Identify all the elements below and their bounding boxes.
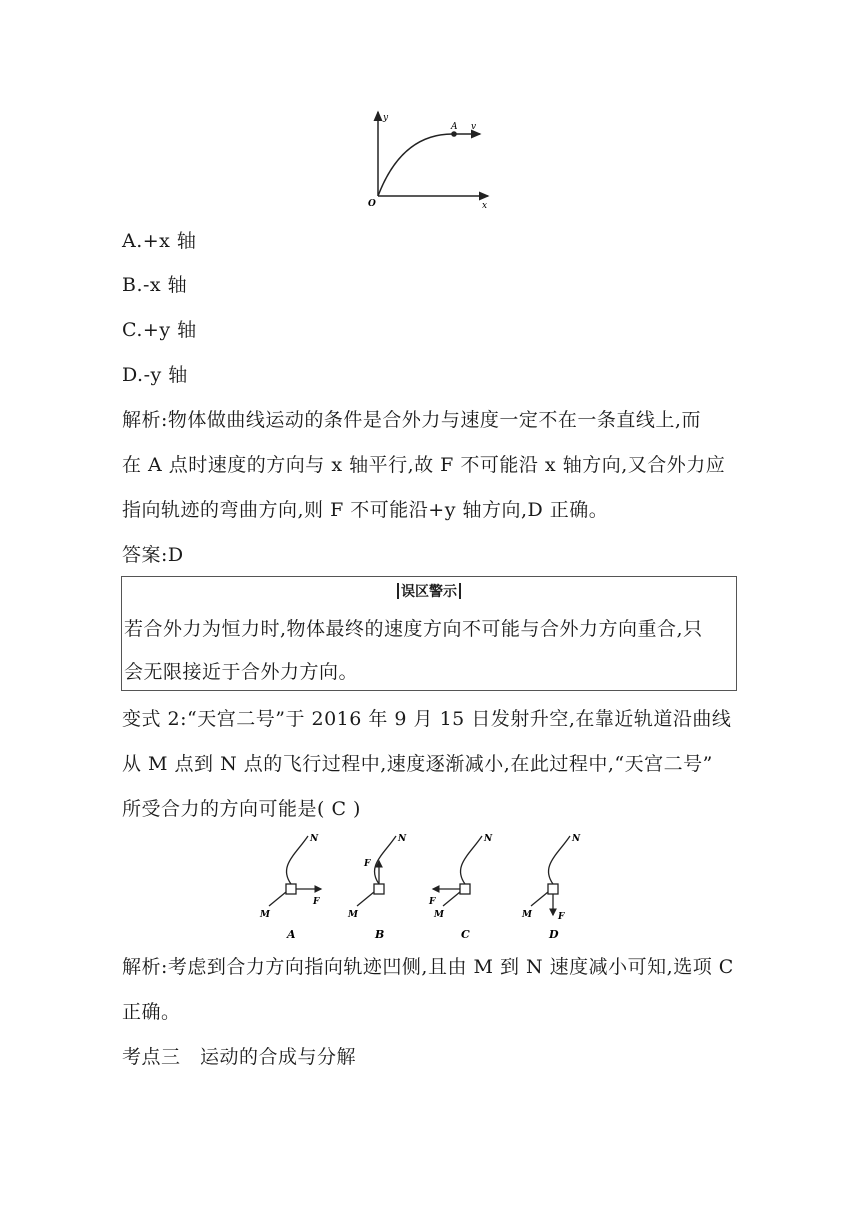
section-heading: 考点三 运动的合成与分解: [122, 1046, 357, 1068]
option-a: A.+x 轴: [122, 230, 197, 252]
start-point-label: M: [260, 910, 270, 920]
variant-2-line-1: 变式 2:“天宫二号”于 2016 年 9 月 15 日发射升空,在靠近轨道沿曲线: [122, 708, 732, 730]
force-diagram-d: [521, 834, 581, 941]
option-b: B.-x 轴: [122, 274, 188, 296]
trajectory-lower: [531, 892, 548, 906]
trajectory-upper: [286, 836, 308, 884]
trajectory-upper: [460, 836, 482, 884]
start-point-label: M: [434, 910, 444, 920]
force-diagrams: [250, 826, 610, 946]
spacecraft-box: [286, 884, 296, 894]
start-point-label: M: [348, 910, 358, 920]
x-axis-label: x: [482, 201, 488, 211]
trajectory-lower: [357, 892, 374, 906]
figure-caption: C: [461, 928, 470, 941]
figure-caption: B: [375, 928, 385, 941]
warning-line-1: 若合外力为恒力时,物体最终的速度方向不可能与合外力方向重合,只: [124, 618, 703, 640]
force-label: F: [429, 897, 436, 907]
trajectory-graph: [362, 108, 498, 214]
warning-box: [121, 576, 737, 691]
force-diagram-a: [259, 834, 321, 941]
trajectory-curve: [378, 134, 454, 196]
trajectory-lower: [443, 892, 460, 906]
trajectory-lower: [269, 892, 286, 906]
warning-title: 误区警示: [122, 581, 736, 601]
figure-caption: A: [287, 928, 296, 941]
point-a: [451, 131, 457, 137]
trajectory-upper: [548, 836, 570, 884]
origin-label: O: [368, 199, 376, 209]
spacecraft-box: [374, 884, 384, 894]
velocity-label: v: [471, 122, 477, 132]
figure-caption: D: [549, 928, 559, 941]
force-diagram-b: [347, 834, 407, 941]
variant-2-line-2: 从 M 点到 N 点的飞行过程中,速度逐渐减小,在此过程中,“天宫二号”: [122, 753, 713, 775]
analysis-1-line-1: 解析:物体做曲线运动的条件是合外力与速度一定不在一条直线上,而: [122, 409, 701, 431]
end-point-label: N: [398, 834, 407, 844]
point-a-label: A: [451, 122, 458, 132]
start-point-label: M: [522, 910, 532, 920]
force-label: F: [313, 897, 320, 907]
spacecraft-box: [460, 884, 470, 894]
spacecraft-box: [548, 884, 558, 894]
option-d: D.-y 轴: [122, 364, 188, 386]
force-diagram-c: [428, 834, 493, 941]
y-axis-label: y: [383, 113, 389, 123]
force-label: F: [558, 912, 565, 922]
answer-1: 答案:D: [122, 544, 184, 566]
option-c: C.+y 轴: [122, 319, 197, 341]
analysis-1-line-2: 在 A 点时速度的方向与 x 轴平行,故 F 不可能沿 x 轴方向,又合外力应: [122, 454, 726, 476]
force-label: F: [364, 859, 371, 869]
trajectory-upper: [374, 836, 396, 884]
variant-2-line-3: 所受合力的方向可能是( C ): [122, 798, 361, 820]
end-point-label: N: [572, 834, 581, 844]
end-point-label: N: [484, 834, 493, 844]
end-point-label: N: [310, 834, 319, 844]
analysis-2-line-1: 解析:考虑到合力方向指向轨迹凹侧,且由 M 到 N 速度减小可知,选项 C: [122, 956, 734, 978]
analysis-1-line-3: 指向轨迹的弯曲方向,则 F 不可能沿+y 轴方向,D 正确。: [122, 499, 609, 521]
warning-line-2: 会无限接近于合外力方向。: [124, 661, 359, 683]
analysis-2-line-2: 正确。: [122, 1001, 181, 1023]
